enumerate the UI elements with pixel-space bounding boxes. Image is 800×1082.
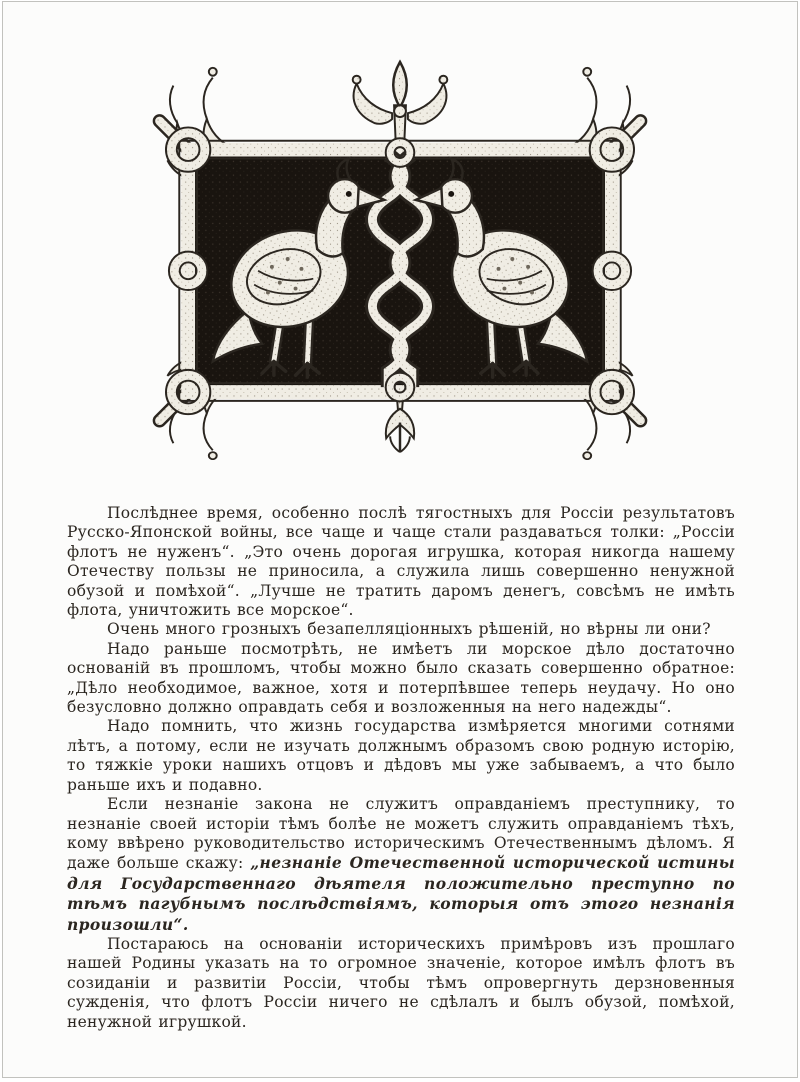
paragraph-5 [67, 795, 735, 935]
paragraph-5-quote: „незнаніе Отечественной исторической истины для Государственнаго дѣятеля положительно преступно по тѣмъ пагубнымъ послѣдствіямъ, которыя отъ этого незнанія произошли“. [67, 853, 735, 934]
book-page [2, 1, 798, 1078]
paragraph-4: Надо помнить, что жизнь государства измѣряется многими сотнями лѣтъ, а потому, если не изучать должнымъ образомъ свою родную исторію, то тяжкіе уроки нашихъ отцовъ и дѣдовъ мы уже забываемъ, а что было раньше ихъ и подавно. [67, 717, 735, 794]
paragraph-5-lead: Если незнаніе закона не служитъ оправданіемъ преступнику, то незнаніе своей исторіи тѣмъ болѣе не можетъ служить оправданіемъ тѣхъ, кому ввѣрено руководительство историческимъ Отечественнымъ дѣломъ. Я даже больше скажу: [67, 795, 735, 873]
paragraph-6: Постараюсь на основаніи историческихъ примѣровъ изъ прошлаго нашей Родины указать на то огромное значеніе, которое имѣлъ флотъ въ созиданіи и развитіи Россіи, чтобы тѣмъ опровергнуть дерзновенныя сужденія, что флотъ Россіи ничего не сдѣлалъ и былъ обузой, помѣхой, ненужной игрушкой. [67, 934, 735, 1031]
body-text [67, 504, 735, 1032]
paragraph-2: Очень много грозныхъ безапелляціонныхъ рѣшеній, но вѣрны ли они? [107, 620, 711, 639]
paragraph-3: Надо раньше посмотрѣть, не имѣетъ ли морское дѣло достаточно основаній въ прошломъ, чтобы можно было сказать совершенно обратное: „Дѣло необходимое, важное, хотя и потерпѣвшее теперь неудачу. Но оно безусловно должно оправдать себя и возложенныя на него надежды“. [67, 639, 735, 717]
paragraph-1: Послѣднее время, особенно послѣ тягостныхъ для Россіи результатовъ Русско-Японской войны, все чаще и чаще стали раздаваться толки: „Россіи флотъ не нуженъ“. „Это очень дорогая игрушка, которая никогда нашему Отечеству пользы не приносила, а служила лишь совершенно ненужной обузой и помѣхой“. „Лучше не тратить даромъ денегъ, совсѣмъ не имѣть флота, уничтожить все морское“. [67, 504, 735, 620]
headpiece-ornament [3, 2, 797, 460]
top-fleur-ornament [353, 62, 448, 151]
headpiece-ornament-graphic [114, 56, 686, 460]
